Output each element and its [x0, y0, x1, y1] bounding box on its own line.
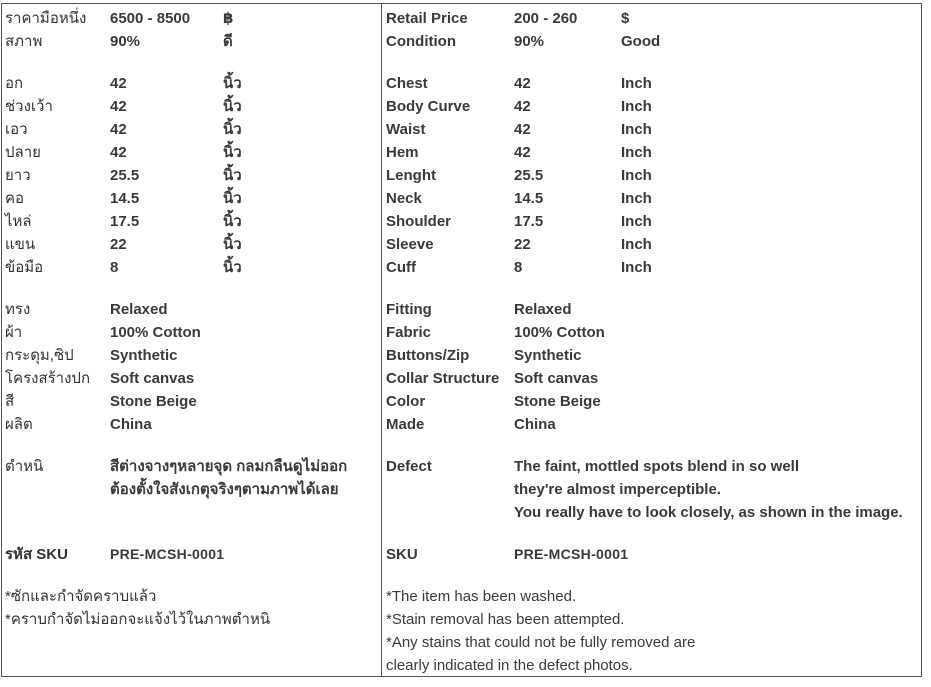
measurement-row — [386, 95, 920, 118]
measurement-value: 22 — [110, 236, 127, 253]
measurement-row — [5, 187, 377, 210]
measurement-label: Cuff — [386, 259, 416, 276]
price-row — [5, 7, 377, 30]
detail-value: Soft canvas — [514, 370, 599, 387]
detail-value: Relaxed — [110, 301, 168, 318]
defect-row — [5, 478, 377, 501]
defect-row — [386, 501, 920, 524]
detail-label: Buttons/Zip — [386, 347, 470, 364]
detail-row — [5, 344, 377, 367]
detail-value: 100% Cotton — [110, 324, 201, 341]
note-line — [386, 654, 920, 677]
measurement-row — [386, 256, 920, 279]
measurement-row — [386, 164, 920, 187]
note-text: *The item has been washed. — [386, 588, 577, 605]
measurement-label: Chest — [386, 75, 428, 92]
defect-line: สีต่างจางๆหลายจุด กลมกลืนดูไม่ออก — [110, 458, 348, 475]
measurement-row — [5, 210, 377, 233]
measurement-value: 42 — [110, 98, 127, 115]
defect-line: You really have to look closely, as shown in the image. — [514, 504, 903, 521]
measurement-row — [5, 118, 377, 141]
detail-label: Fitting — [386, 301, 432, 318]
measurement-label: ข้อมือ — [5, 259, 44, 276]
price-value: 200 - 260 — [514, 10, 578, 27]
condition-row — [5, 30, 377, 53]
detail-value: China — [110, 416, 152, 433]
measurement-unit: Inch — [621, 167, 652, 184]
note-line — [386, 631, 920, 654]
measurement-row — [386, 210, 920, 233]
detail-row — [5, 390, 377, 413]
measurement-value: 42 — [110, 144, 127, 161]
measurement-unit: นิ้ว — [223, 190, 242, 207]
sku-row — [386, 543, 920, 566]
measurement-unit: นิ้ว — [223, 167, 242, 184]
condition-label: สภาพ — [5, 33, 43, 50]
defect-label: ตำหนิ — [5, 458, 44, 475]
measurement-unit: นิ้ว — [223, 144, 242, 161]
measurement-value: 42 — [514, 98, 531, 115]
measurement-unit: Inch — [621, 144, 652, 161]
detail-value: Soft canvas — [110, 370, 195, 387]
detail-label: Made — [386, 416, 425, 433]
note-text: clearly indicated in the defect photos. — [386, 657, 633, 674]
measurement-value: 42 — [514, 75, 531, 92]
measurement-value: 14.5 — [110, 190, 140, 207]
detail-row — [386, 367, 920, 390]
measurement-value: 8 — [514, 259, 523, 276]
note-text: *Any stains that could not be fully removed are — [386, 634, 696, 651]
measurement-label: Hem — [386, 144, 419, 161]
measurement-value: 14.5 — [514, 190, 544, 207]
measurement-label: ยาว — [5, 167, 31, 184]
detail-value: Synthetic — [110, 347, 178, 364]
measurement-label: Neck — [386, 190, 422, 207]
sku-value: PRE-MCSH-0001 — [110, 546, 225, 562]
measurement-label: คอ — [5, 190, 25, 207]
defect-row — [386, 478, 920, 501]
measurement-value: 8 — [110, 259, 119, 276]
detail-value: Stone Beige — [514, 393, 601, 410]
detail-label: สี — [5, 393, 15, 410]
measurement-unit: นิ้ว — [223, 75, 242, 92]
detail-row — [5, 298, 377, 321]
measurement-label: เอว — [5, 121, 28, 138]
measurement-unit: Inch — [621, 259, 652, 276]
measurement-row — [5, 233, 377, 256]
measurement-unit: Inch — [621, 121, 652, 138]
measurement-row — [5, 141, 377, 164]
price-label: ราคามือหนึ่ง — [5, 10, 87, 27]
measurement-value: 42 — [110, 75, 127, 92]
measurement-label: ปลาย — [5, 144, 41, 161]
measurement-row — [5, 256, 377, 279]
measurement-label: Shoulder — [386, 213, 452, 230]
measurement-label: Waist — [386, 121, 426, 138]
measurement-row — [386, 233, 920, 256]
measurement-unit: นิ้ว — [223, 121, 242, 138]
measurement-label: อก — [5, 75, 24, 92]
measurement-label: แขน — [5, 236, 36, 253]
detail-label: กระดุม,ซิป — [5, 347, 74, 364]
measurement-value: 17.5 — [514, 213, 544, 230]
detail-row — [386, 413, 920, 436]
sku-row — [5, 543, 377, 566]
measurement-unit: Inch — [621, 190, 652, 207]
price-label: Retail Price — [386, 10, 468, 27]
detail-row — [386, 298, 920, 321]
detail-value: Relaxed — [514, 301, 572, 318]
detail-value: Synthetic — [514, 347, 582, 364]
note-line — [386, 585, 920, 608]
measurement-unit: Inch — [621, 236, 652, 253]
price-unit: ฿ — [223, 10, 234, 27]
defect-row — [5, 455, 377, 478]
measurement-row — [5, 95, 377, 118]
measurement-row — [386, 187, 920, 210]
defect-row — [386, 455, 920, 478]
defect-line: they're almost imperceptible. — [514, 481, 721, 498]
measurement-unit: นิ้ว — [223, 236, 242, 253]
measurement-value: 42 — [110, 121, 127, 138]
condition-unit: Good — [621, 33, 661, 50]
detail-row — [5, 367, 377, 390]
measurement-row — [386, 118, 920, 141]
condition-value: 90% — [110, 33, 141, 50]
note-line: *ซักและกำจัดคราบแล้ว — [5, 588, 157, 605]
measurement-unit: นิ้ว — [223, 259, 242, 276]
detail-label: Collar Structure — [386, 370, 500, 387]
measurement-value: 17.5 — [110, 213, 140, 230]
price-value: 6500 - 8500 — [110, 10, 191, 27]
condition-row — [386, 30, 920, 53]
note-line — [386, 608, 920, 631]
defect-line: ต้องตั้งใจสังเกตุจริงๆตามภาพได้เลย — [110, 481, 339, 498]
detail-label: ทรง — [5, 301, 31, 318]
measurement-row — [5, 164, 377, 187]
condition-value: 90% — [514, 33, 545, 50]
measurement-row — [5, 72, 377, 95]
price-row — [386, 7, 920, 30]
measurement-label: ไหล่ — [5, 213, 32, 230]
detail-value: 100% Cotton — [514, 324, 605, 341]
measurement-unit: Inch — [621, 75, 652, 92]
sku-value: PRE-MCSH-0001 — [514, 546, 629, 562]
detail-label: ผ้า — [5, 324, 23, 341]
sku-label: SKU — [386, 546, 418, 563]
measurement-row — [386, 141, 920, 164]
measurement-label: Sleeve — [386, 236, 434, 253]
measurement-unit: Inch — [621, 213, 652, 230]
measurement-unit: Inch — [621, 98, 652, 115]
detail-label: Color — [386, 393, 426, 410]
detail-row — [386, 390, 920, 413]
measurement-unit: นิ้ว — [223, 98, 242, 115]
detail-value: Stone Beige — [110, 393, 197, 410]
measurement-value: 25.5 — [514, 167, 544, 184]
detail-value: China — [514, 416, 556, 433]
detail-label: โครงสร้างปก — [5, 370, 91, 387]
measurement-label: ช่วงเว้า — [5, 98, 53, 115]
detail-label: ผลิต — [5, 416, 33, 433]
measurement-value: 42 — [514, 121, 531, 138]
measurement-value: 25.5 — [110, 167, 140, 184]
note-line: *คราบกำจัดไม่ออกจะแจ้งไว้ในภาพตำหนิ — [5, 611, 271, 628]
measurement-value: 22 — [514, 236, 531, 253]
thai-column — [5, 7, 377, 631]
measurement-label: Lenght — [386, 167, 436, 184]
condition-unit: ดี — [223, 33, 233, 50]
measurement-label: Body Curve — [386, 98, 471, 115]
measurement-unit: นิ้ว — [223, 213, 242, 230]
defect-label: Defect — [386, 458, 432, 475]
sku-label: รหัส SKU — [5, 546, 68, 563]
detail-row — [5, 413, 377, 436]
note-text: *Stain removal has been attempted. — [386, 611, 625, 628]
price-unit: $ — [621, 10, 630, 27]
condition-label: Condition — [386, 33, 456, 50]
measurement-value: 42 — [514, 144, 531, 161]
defect-line: The faint, mottled spots blend in so well — [514, 458, 800, 475]
detail-row — [5, 321, 377, 344]
measurement-row — [386, 72, 920, 95]
detail-row — [386, 321, 920, 344]
column-divider — [381, 3, 382, 677]
detail-label: Fabric — [386, 324, 432, 341]
english-column — [386, 7, 920, 677]
detail-row — [386, 344, 920, 367]
